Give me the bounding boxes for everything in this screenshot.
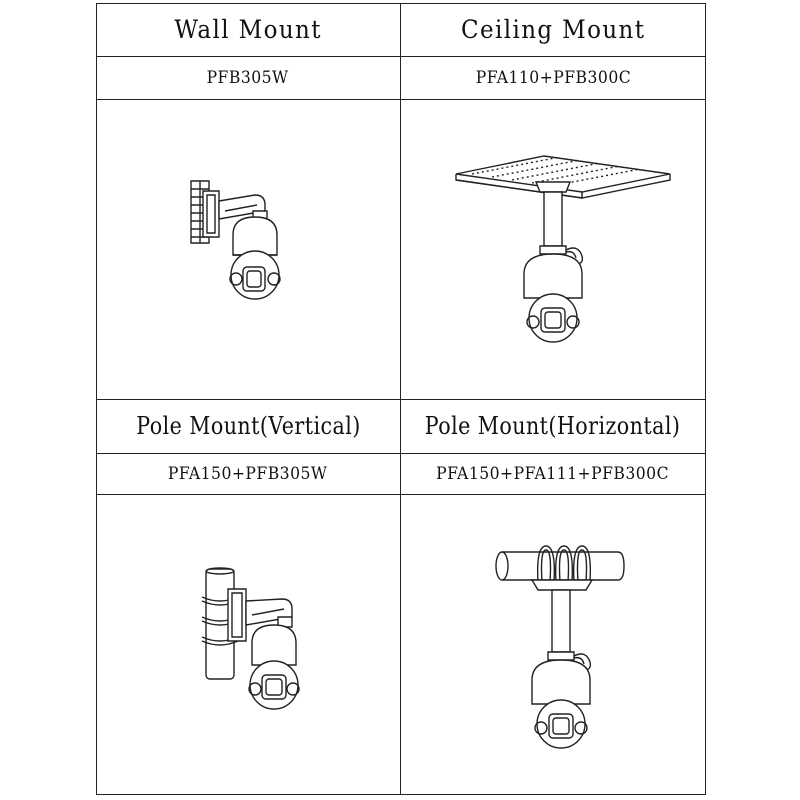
pole-horizontal-mount-camera-illustration <box>494 542 626 752</box>
pole-vertical-mount-camera-illustration <box>202 567 312 717</box>
wall-mount-camera-illustration <box>185 175 295 305</box>
cell-model-pole-horizontal <box>400 453 706 494</box>
row-divider <box>96 494 706 495</box>
ceiling-mount-model: PFA110+PFB300C <box>475 67 631 88</box>
cell-title-ceiling <box>400 3 706 56</box>
ceiling-mount-camera-illustration <box>452 152 672 342</box>
pole-vertical-model: PFA150+PFB305W <box>168 463 328 484</box>
pole-horizontal-title: Pole Mount(Horizontal) <box>425 412 681 440</box>
cell-title-wall <box>96 3 400 56</box>
cell-model-wall <box>96 56 400 99</box>
wall-mount-title: Wall Mount <box>174 15 322 44</box>
pole-horizontal-model: PFA150+PFA111+PFB300C <box>436 463 670 484</box>
cell-model-pole-vertical <box>96 453 400 494</box>
pole-vertical-title: Pole Mount(Vertical) <box>135 412 361 440</box>
cell-title-pole-horizontal <box>400 399 706 453</box>
cell-model-ceiling <box>400 56 706 99</box>
ceiling-mount-title: Ceiling Mount <box>460 15 646 44</box>
row-divider <box>96 99 706 100</box>
wall-mount-model: PFB305W <box>206 67 290 88</box>
cell-title-pole-vertical <box>96 399 400 453</box>
